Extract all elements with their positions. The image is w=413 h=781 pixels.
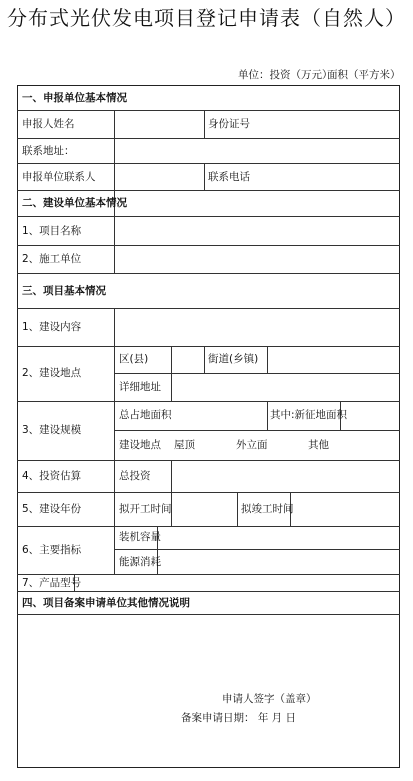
construction-unit-label: 2、施工单位: [22, 253, 82, 265]
unit-area: 面积（平方米）: [327, 69, 401, 81]
row-divider: [17, 216, 400, 217]
row-divider: [17, 526, 400, 527]
row-divider: [17, 110, 400, 111]
section-construction-unit: 二、建设单位基本情况: [22, 197, 127, 209]
district-label: 区(县): [119, 353, 149, 365]
col-divider: [114, 216, 115, 273]
row-divider: [114, 430, 400, 431]
row-divider: [17, 614, 400, 615]
street-label: 街道(乡镇): [208, 353, 259, 365]
detail-address-label: 详细地址: [119, 381, 161, 393]
section-other-notes: 四、项目备案申请单位其他情况说明: [22, 597, 190, 609]
col-divider: [204, 346, 205, 373]
row-divider: [17, 591, 400, 592]
form-title: 分布式光伏发电项目登记申请表（自然人）: [7, 6, 406, 30]
installed-capacity-label: 装机容量: [119, 531, 161, 543]
col-divider: [204, 163, 205, 190]
row-divider: [17, 138, 400, 139]
row-divider: [17, 401, 400, 402]
new-land-area-label: 其中:新征地面积: [270, 409, 348, 421]
col-divider: [237, 492, 238, 526]
contact-person-label: 申报单位联系人: [22, 171, 96, 183]
row-divider: [17, 190, 400, 191]
facade-label: 外立面: [236, 439, 268, 451]
col-divider: [171, 373, 172, 401]
section-applicant: 一、申报单位基本情况: [22, 92, 127, 104]
project-name-label: 1、项目名称: [22, 225, 82, 237]
product-model-label: 7、产品型号: [22, 577, 82, 589]
contact-address-label: 联系地址：: [22, 145, 75, 157]
energy-consumption-label: 能源消耗: [119, 556, 161, 568]
col-divider: [171, 346, 172, 373]
row-divider: [17, 492, 400, 493]
id-number-label: 身份证号: [208, 118, 250, 130]
col-divider: [267, 401, 268, 430]
investment-estimate-label: 4、投资估算: [22, 470, 82, 482]
signature-line: 申请人签字（盖章）: [222, 693, 317, 705]
build-location-label: 建设地点: [119, 439, 161, 451]
section-project: 三、项目基本情况: [22, 285, 106, 297]
col-divider: [267, 346, 268, 373]
row-divider: [17, 308, 400, 309]
col-divider: [114, 308, 115, 574]
construction-scale-label: 3、建设规模: [22, 424, 82, 436]
main-indicators-label: 6、主要指标: [22, 544, 82, 556]
row-divider: [17, 163, 400, 164]
other-label: 其他: [308, 439, 329, 451]
construction-period-label: 5、建设年份: [22, 503, 82, 515]
unit-investment: 单位：投资（万元）: [238, 69, 333, 81]
contact-phone-label: 联系电话: [208, 171, 250, 183]
row-divider: [17, 245, 400, 246]
application-date-line: 备案申请日期： 年 月 日: [181, 712, 297, 724]
col-divider: [204, 110, 205, 138]
row-divider: [17, 346, 400, 347]
row-divider: [17, 273, 400, 274]
col-divider: [171, 460, 172, 492]
construction-content-label: 1、建设内容: [22, 321, 82, 333]
row-divider: [17, 460, 400, 461]
total-area-label: 总占地面积: [119, 409, 172, 421]
applicant-name-label: 申报人姓名: [22, 118, 75, 130]
row-divider: [114, 373, 400, 374]
construction-location-label: 2、建设地点: [22, 367, 82, 379]
total-investment-label: 总投资: [119, 470, 151, 482]
roof-label: 屋顶: [174, 439, 195, 451]
planned-start-label: 拟开工时间: [119, 503, 172, 515]
planned-completion-label: 拟竣工时间: [241, 503, 294, 515]
